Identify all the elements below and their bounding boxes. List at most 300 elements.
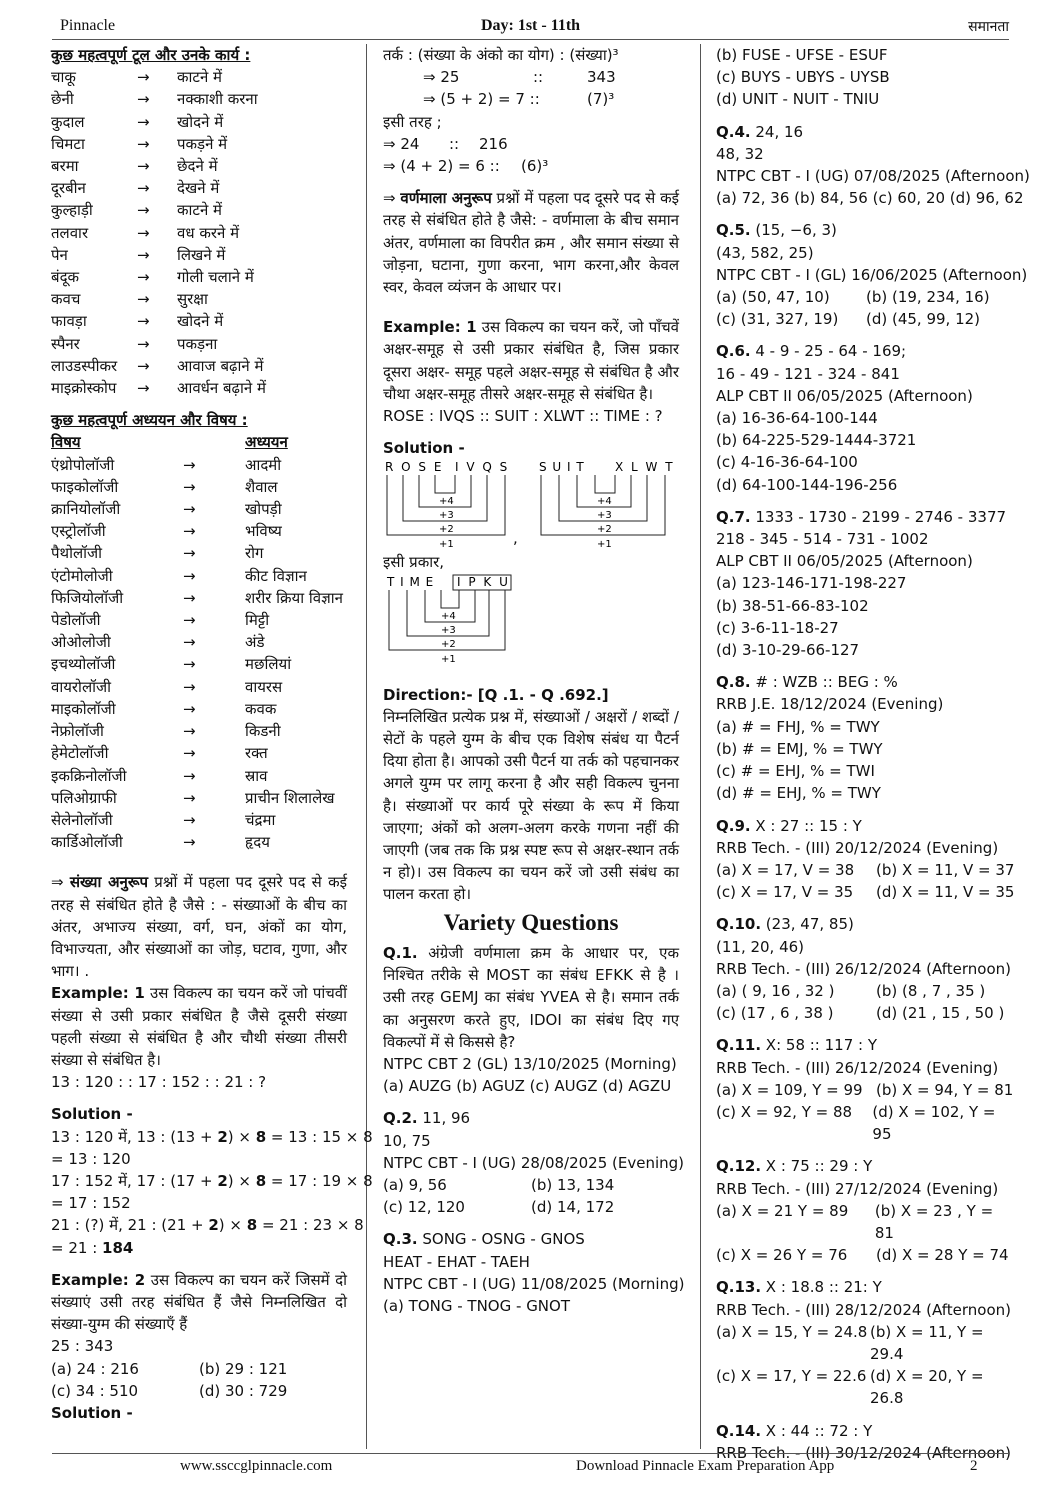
arrow: → <box>183 833 196 852</box>
question-label: Q.10. <box>716 915 762 934</box>
question-option: (d) # = EHJ, % = TWY <box>716 784 881 803</box>
question-stem: Q.7. 1333 - 1730 - 2199 - 2746 - 3377 <box>716 507 1007 526</box>
question-stem-2: 16 - 49 - 121 - 324 - 841 <box>716 364 900 383</box>
question-label: Q.8. <box>716 673 751 692</box>
study-topic: आदमी <box>245 455 282 474</box>
solution-line: = 13 : 120 <box>51 1149 131 1168</box>
question-q5 <box>716 209 1028 330</box>
question-stem: Q.5. (15, −6, 3) <box>716 221 837 240</box>
question-option: (c) BUYS - UBYS - UYSB <box>716 68 890 87</box>
question-options: (a) X = 17, V = 38 (b) X = 11, V = 37 <box>716 860 1015 879</box>
study-topic: शरीर क्रिया विज्ञान <box>245 588 343 607</box>
example-label: Example: 1 <box>51 984 145 1003</box>
question-stem: Q.12. X : 75 :: 29 : Y <box>716 1157 873 1176</box>
question-source: RRB Tech. - (III) 20/12/2024 (Evening) <box>716 838 999 857</box>
brand-name: Pinnacle <box>60 17 116 34</box>
study-topic: रोग <box>245 544 264 563</box>
example-2: Example: 2 उस विकल्प का चयन करें जिसमें दो संख्याएं उसी तरह संबंधित हैं जैसे निम्नलिखित दो संख्या-युग्म की संख्याएँ हैं <box>51 1270 347 1334</box>
tool-name: चाकू <box>51 68 76 87</box>
tool-use: छेदने में <box>177 157 218 176</box>
calc-line: ⇒ 25 :: 343 <box>423 68 616 87</box>
letter-shift-diagram-1 <box>383 459 513 551</box>
page-header <box>52 14 1009 40</box>
logic-line: तर्क : (संख्या के अंको का योग) : (संख्या)³ <box>383 46 619 64</box>
example-1-question: 13 : 120 : : 17 : 152 : : 21 : ? <box>51 1073 267 1092</box>
study-row <box>51 587 347 609</box>
studies-title: कुछ महत्वपूर्ण अध्ययन और विषय : <box>51 411 248 430</box>
solution-line: = 21 : 184 <box>51 1238 134 1257</box>
diagram-label: +3 <box>439 510 454 522</box>
question-1: Q.1. अंग्रेजी वर्णमाला क्रम के आधार पर, एक निश्चित तरीके से MOST का संबंध EFKK से है । उसी तरह GEMJ का संबंध YVEA से है। समान तर्क का अनुसरण करते हुए, IDOI का संबंध दिए गए विकल्पों में से किससे है? <box>383 943 679 1051</box>
question-options: (a) ( 9, 16 , 32 ) (b) (8 , 7 , 35 ) <box>716 981 986 1000</box>
tool-name: तलवार <box>51 223 89 242</box>
tool-row <box>51 310 347 332</box>
study-topic: मछलियां <box>245 655 292 674</box>
arrow: → <box>183 810 196 829</box>
studies-list <box>51 454 347 854</box>
arrow: → <box>183 455 196 474</box>
diagram-label: +4 <box>441 610 456 622</box>
studies-header-study: अध्ययन <box>245 433 288 452</box>
question-options: (a) AUZG (b) AGUZ (c) AUGZ (d) AGZU <box>383 1077 672 1096</box>
example-label: Example: 2 <box>51 1270 146 1289</box>
question-label: Q.6. <box>716 342 751 361</box>
study-subject: इकक्रिनोलॉजी <box>51 766 127 785</box>
study-row <box>51 809 347 831</box>
question-option: (b) 38-51-66-83-102 <box>716 596 869 615</box>
column-divider <box>366 44 367 1449</box>
question-stem: Q.10. (23, 47, 85) <box>716 915 854 934</box>
question-options: (a) X = 15, Y = 24.8 (b) X = 11, Y = 29.4 <box>716 1322 984 1363</box>
question-source: RRB Tech. - (III) 26/12/2024 (Afternoon) <box>716 959 1012 978</box>
study-row <box>51 698 347 720</box>
arrow: → <box>183 655 196 674</box>
tool-use: नक्काशी करना <box>177 90 258 109</box>
example-2-options: (c) 34 : 510 (d) 30 : 729 <box>51 1381 288 1400</box>
study-subject: पलिओग्राफी <box>51 788 117 807</box>
question-label: Q.4. <box>716 122 751 141</box>
question-options: (c) X = 92, Y = 88 (d) X = 102, Y = 95 <box>716 1102 996 1144</box>
letter-shift-diagram-2 <box>535 459 675 551</box>
tool-use: आवर्धन बढ़ाने में <box>177 379 266 398</box>
question-options: (c) X = 17, V = 35 (d) X = 11, V = 35 <box>716 883 1015 902</box>
question-stem: Q.11. X: 58 :: 117 : Y <box>716 1036 878 1055</box>
question-q8 <box>716 661 1016 804</box>
solution-line: 13 : 120 में, 13 : (13 + 2) × 8 = 13 : 15 × 8 <box>51 1127 373 1146</box>
tool-row <box>51 133 347 155</box>
solution-line: 17 : 152 में, 17 : (17 + 2) × 8 = 17 : 19 × 8 <box>51 1171 373 1190</box>
question-source: NTPC CBT - I (UG) 11/08/2025 (Morning) <box>383 1274 685 1293</box>
question-label: Q.2. <box>383 1109 418 1128</box>
study-topic: वायरस <box>245 677 283 696</box>
study-row <box>51 476 347 498</box>
arrow: → <box>183 522 196 541</box>
arrow: → <box>183 744 196 763</box>
tool-name: कवच <box>51 290 81 309</box>
tool-name: माइक्रोस्कोप <box>51 379 117 398</box>
question-q6 <box>716 330 1016 495</box>
question-source: NTPC CBT 2 (GL) 13/10/2025 (Morning) <box>383 1054 677 1073</box>
question-source: RRB J.E. 18/12/2024 (Evening) <box>716 695 944 714</box>
tool-use: पकड़ना <box>177 334 218 353</box>
question-label: Q.3. <box>383 1230 418 1249</box>
arrow: → <box>137 290 150 309</box>
question-option: (b) # = EMJ, % = TWY <box>716 739 883 758</box>
question-options: (a) 72, 36 (b) 84, 56 (c) 60, 20 (d) 96, 62 <box>716 189 1024 208</box>
tool-row <box>51 88 347 110</box>
tool-name: बंदूक <box>51 268 80 287</box>
study-row <box>51 765 347 787</box>
question-options: (c) X = 26 Y = 76 (d) X = 28 Y = 74 <box>716 1246 1009 1265</box>
diagram-word-1: T I M E <box>387 574 435 589</box>
tool-name: दूरबीन <box>51 179 86 198</box>
diagram-label: +3 <box>597 510 612 522</box>
question-options: (a) X = 21 Y = 89 (b) X = 23 , Y = 81 <box>716 1201 994 1242</box>
tool-row <box>51 266 347 288</box>
arrow: → <box>183 611 196 630</box>
example-question: ROSE : IVQS :: SUIT : XLWT :: TIME : ? <box>383 407 663 426</box>
calc-line: ⇒ (5 + 2) = 7 :: (7)³ <box>423 90 615 109</box>
study-subject: सेलेनोलॉजी <box>51 810 113 829</box>
question-source: RRB Tech. - (III) 30/12/2024 (Afternoon) <box>716 1443 1012 1462</box>
arrow: → <box>137 334 150 353</box>
study-subject: फाइकोलॉजी <box>51 477 119 496</box>
question-stem: Q.13. X : 18.8 :: 21: Y <box>716 1278 882 1297</box>
question-options: (a) X = 109, Y = 99 (b) X = 94, Y = 81 <box>716 1080 1014 1099</box>
solution-line: = 17 : 152 <box>51 1194 131 1213</box>
question-q7 <box>716 496 1016 661</box>
study-row <box>51 831 347 853</box>
study-topic: स्राव <box>245 766 268 785</box>
question-stem: Q.4. 24, 16 <box>716 122 804 141</box>
comma: , <box>513 529 518 548</box>
alphabet-analogy-term: वर्णमाला अनुरूप <box>400 189 492 208</box>
study-row <box>51 498 347 520</box>
direction-label: Direction:- [Q .1. - Q .692.] <box>383 685 609 704</box>
study-row <box>51 609 347 631</box>
example-2-options: (a) 24 : 216 (b) 29 : 121 <box>51 1359 288 1378</box>
tool-use: देखने में <box>177 179 220 198</box>
diagram-label: +1 <box>597 539 612 551</box>
question-label: Q.13. <box>716 1278 762 1297</box>
study-row <box>51 742 347 764</box>
arrow: → <box>137 201 150 220</box>
arrow: → <box>183 477 196 496</box>
bracket-line <box>435 475 455 493</box>
study-row <box>51 676 347 698</box>
tool-use: लिखने में <box>177 245 226 264</box>
tool-row <box>51 244 347 266</box>
question-source: RRB Tech. - (III) 28/12/2024 (Afternoon) <box>716 1300 1012 1319</box>
tool-row <box>51 111 347 133</box>
question-stem: Q.14. X : 44 :: 72 : Y <box>716 1421 873 1440</box>
tool-use: खोदने में <box>177 112 224 131</box>
diagram-word-2: I V Q S <box>455 460 510 475</box>
column-middle: तर्क : (संख्या के अंको का योग) : (संख्या)³ ⇒ 25 :: 343 ⇒ (5 + 2) = 7 :: (7)³ इसी तरह ; ⇒ 24 :: 216 ⇒ (4 + 2) = 6 :: (6)³ ⇒ वर्णमाला अनुरूप प्रश्नों में पहला पद दूसरे पद से कई तरह से संबंधित होते है जैसे: - वर्णमाला के बीच समान अंतर, वर्णमाला का विपरीत क्रम , और समान संख्या से जोड़ना, घटाना, गुणा करना, भाग करना,और केवल स्वर, केवल व्यंजन के आधार पर। Example: 1 उस विकल्प का चयन करें, जो पाँचवें अक्षर-समूह से उसी प्रकार संबंधित है, जिस प्रकार दूसरा अक्षर- समूह पहले अक्षर-समूह से संबंधित है और चौथा अक्षर-समूह तीसरे अक्षर-समूह से संबंधित है। ROSE : IVQS :: SUIT : XLWT :: TIME : ? Solution - R O S E I V Q S +4 +3 +2 +1 , S U I T X L W T +4 +3 +2 +1 इसी प्रकार, T I M E I P K U +4 +3 +2 +1 Direction:- [Q .1. - Q .692.] निम्नलिखित प्रत्येक प्रश्न में, संख्याओं / अक्षरों / शब्दों / सेटों के पहले युग्म के बीच एक विशेष संबंध या पैटर्न दिया होता है। आपको उसी पैटर्न या तर्क को पहचानकर अगले युग्म पर लागू करना है और सही विकल्प चुनना है। संख्याओं पर कार्य पूरे संख्या के रूप में किया जाएगा; अंकों को अलग-अलग करके गणना नहीं की जाएगी (जब तक कि प्रश्न स्पष्ट रूप से अक्षर-स्थान तर्क न हो)। उस विकल्प का चयन करें जो उसी संबंध का पालन करता हो। Variety Questions Q.1. अंग्रेजी वर्णमाला क्रम के आधार पर, एक निश्चित तरीके से MOST का संबंध EFKK से है । उसी तरह GEMJ का संबंध YVEA से है। समान तर्क का अनुसरण करते हुए, IDOI का संबंध दिए गए विकल्पों में से किससे है? NTPC CBT 2 (GL) 13/10/2025 (Morning) (a) AUZG (b) AGUZ (c) AUGZ (d) AGZU Q.2. 11, 96 10, 75 NTPC CBT - I (UG) 28/08/2025 (Evening) (a) 9, 56 (b) 13, 134 (c) 12, 120 (d) 14, 172 Q.3. SONG - OSNG - GNOS HEAT - EHAT - TAEH NTPC CBT - I (UG) 11/08/2025 (Morning) (a) TONG - TNOG - GNOT <box>383 44 679 1317</box>
arrow: → <box>183 566 196 585</box>
tool-use: गोली चलाने में <box>177 268 254 287</box>
diagram-word-2: I P K U <box>457 574 510 589</box>
study-subject: क्रानियोलॉजी <box>51 500 121 519</box>
study-row <box>51 542 347 564</box>
diagram-label: +1 <box>441 653 456 665</box>
arrow: → <box>137 356 150 375</box>
tool-row <box>51 222 347 244</box>
arrow: → <box>137 157 150 176</box>
arrow: → <box>137 112 150 131</box>
question-2: Q.2. 11, 96 <box>383 1109 471 1128</box>
diagram-word-2: X L W T <box>615 460 675 475</box>
question-options: (c) (31, 327, 19) (d) (45, 99, 12) <box>716 310 981 329</box>
arrow: → <box>183 788 196 807</box>
arrow: → <box>137 179 150 198</box>
diagram-label: +4 <box>439 496 454 508</box>
question-stem-2: 218 - 345 - 514 - 731 - 1002 <box>716 530 929 549</box>
column-left <box>51 44 373 1424</box>
question-option: (b) FUSE - UFSE - ESUF <box>716 46 888 64</box>
arrow: → <box>137 268 150 287</box>
tool-name: स्पैनर <box>51 334 80 353</box>
tool-name: चिमटा <box>51 134 85 153</box>
arrow: → <box>137 68 150 87</box>
question-options: (c) (17 , 6 , 38 ) (d) (21 , 15 , 50 ) <box>716 1004 1005 1023</box>
isi-prakar: इसी प्रकार, <box>383 553 445 572</box>
arrow: → <box>137 134 150 153</box>
question-q9 <box>716 805 1016 904</box>
tool-row <box>51 177 347 199</box>
column-divider <box>700 44 701 1449</box>
tool-name: लाउडस्पीकर <box>51 356 118 375</box>
arrow: → <box>183 699 196 718</box>
number-analogy-term: संख्या अनुरूप <box>69 873 149 892</box>
arrow: → <box>183 588 196 607</box>
study-subject: एंथ्रोपोलॉजी <box>51 455 115 474</box>
example-2-question: 25 : 343 <box>51 1337 114 1356</box>
question-source: NTPC CBT - I (UG) 07/08/2025 (Afternoon) <box>716 167 1030 186</box>
tool-use: पकड़ने में <box>177 134 228 153</box>
tool-row <box>51 155 347 177</box>
question-source: RRB Tech. - (III) 27/12/2024 (Evening) <box>716 1179 999 1198</box>
page-number: 2 <box>970 1458 978 1474</box>
tool-name: कुदाल <box>51 112 85 131</box>
question-source: ALP CBT II 06/05/2025 (Afternoon) <box>716 552 973 571</box>
question-q4 <box>716 111 1030 210</box>
question-stem-2: (43, 582, 25) <box>716 243 814 262</box>
diagram-word-1: R O S E <box>385 460 444 475</box>
studies-header-subject: विषय <box>51 433 81 452</box>
tools-list <box>51 66 347 399</box>
study-subject: ओओलोजी <box>51 633 111 652</box>
study-row <box>51 565 347 587</box>
tool-use: आवाज बढ़ाने में <box>177 356 264 375</box>
solution-label: Solution - <box>383 439 465 458</box>
study-topic: खोपड़ी <box>245 500 282 519</box>
question-source: RRB Tech. - (III) 26/12/2024 (Evening) <box>716 1058 999 1077</box>
diagram-label: +2 <box>597 524 612 536</box>
tool-use: वध करने में <box>177 223 240 242</box>
arrow: → <box>183 544 196 563</box>
bracket-line <box>441 590 459 608</box>
tool-row <box>51 288 347 310</box>
tool-row <box>51 333 347 355</box>
study-row <box>51 631 347 653</box>
question-q11 <box>716 1024 1016 1145</box>
question-option: (a) # = FHJ, % = TWY <box>716 717 880 736</box>
study-row <box>51 520 347 542</box>
question-option: (a) 123-146-171-198-227 <box>716 574 907 593</box>
chapter-title: समानता <box>968 19 1009 35</box>
section-title: Variety Questions <box>443 909 619 935</box>
question-options: (a) (50, 47, 10) (b) (19, 234, 16) <box>716 288 990 307</box>
study-topic: कवक <box>245 699 277 718</box>
solution-label: Solution - <box>51 1403 133 1422</box>
tool-row <box>51 66 347 88</box>
study-topic: शैवाल <box>245 477 278 496</box>
study-topic: किडनी <box>245 722 281 741</box>
tool-row <box>51 377 347 399</box>
question-label: Q.12. <box>716 1157 762 1176</box>
question-label: Q.11. <box>716 1036 762 1055</box>
diagram-word-1: S U I T <box>539 460 585 475</box>
question-label: Q.7. <box>716 507 751 526</box>
diagram-label: +3 <box>441 624 456 636</box>
study-topic: चंद्रमा <box>245 810 276 829</box>
arrow: → <box>183 633 196 652</box>
bracket-line <box>595 475 615 493</box>
arrow: → <box>183 722 196 741</box>
study-subject: वायरोलॉजी <box>51 677 112 696</box>
study-subject: फिजियोलॉजी <box>51 588 124 607</box>
number-analogy-para: ⇒ संख्या अनुरूप प्रश्नों में पहला पद दूसरे पद से कई तरह से संबंधित होते है जैसे : - संख्याओं के बीच का अंतर, अभाज्य संख्या, वर्ग, घन, अंकों का योग, विभाज्यता, और संख्याओं का जोड़, घटाव, गुणा, और भाग। . <box>51 873 347 981</box>
question-q10 <box>716 903 1016 1024</box>
question-option: (d) 3-10-29-66-127 <box>716 641 860 660</box>
question-label: Q.9. <box>716 816 751 835</box>
solution-line: 21 : (?) में, 21 : (21 + 2) × 8 = 21 : 23 × 8 <box>51 1216 364 1235</box>
arrow: → <box>137 90 150 109</box>
tool-use: खोदने में <box>177 312 224 331</box>
letter-shift-diagram-3 <box>383 574 523 666</box>
question-options: (c) 12, 120 (d) 14, 172 <box>383 1198 615 1217</box>
direction-text: निम्नलिखित प्रत्येक प्रश्न में, संख्याओं / अक्षरों / शब्दों / सेटों के पहले युग्म के बीच एक विशेष संबंध या पैटर्न दिया होता है। आपको उसी पैटर्न या तर्क को पहचानकर अगले युग्म पर लागू करना है और सही विकल्प चुनना है। संख्याओं पर कार्य पूरे संख्या के रूप में किया जाएगा; अंकों को अलग-अलग करके गणना नहीं की जाएगी (जब तक कि प्रश्न स्पष्ट रूप से अक्षर-स्थान तर्क न हो)। उस विकल्प का चयन करें जो उसी संबंध का पालन करता हो। <box>383 707 679 904</box>
tool-row <box>51 199 347 221</box>
question-option: (a) TONG - TNOG - GNOT <box>383 1296 571 1315</box>
question-label: Q.14. <box>716 1421 762 1440</box>
alphabet-analogy-para: ⇒ वर्णमाला अनुरूप प्रश्नों में पहला पद दूसरे पद से कई तरह से संबंधित होते है जैसे: - वर्णमाला के बीच समान अंतर, वर्णमाला का विपरीत क्रम , और समान संख्या से जोड़ना, घटाना, गुणा करना, भाग करना,और केवल स्वर, केवल व्यंजन के आधार पर। <box>383 189 679 297</box>
question-stem: Q.9. X : 27 :: 15 : Y <box>716 816 862 835</box>
studies-header <box>51 431 347 453</box>
study-row <box>51 787 347 809</box>
question-list <box>716 111 1030 1464</box>
study-row <box>51 454 347 476</box>
study-topic: हृदय <box>245 833 270 852</box>
page-footer <box>52 1453 1009 1479</box>
study-subject: एंटोमोलोजी <box>51 566 113 585</box>
study-topic: कीट विज्ञान <box>245 566 307 585</box>
tool-name: पेन <box>51 245 68 264</box>
study-subject: हेमेटोलॉजी <box>51 744 109 763</box>
question-option: (c) # = EHJ, % = TWI <box>716 762 875 781</box>
tool-row <box>51 355 347 377</box>
question-source: NTPC CBT - I (UG) 28/08/2025 (Evening) <box>383 1153 685 1172</box>
question-options: (a) 9, 56 (b) 13, 134 <box>383 1175 615 1194</box>
column-right <box>716 44 1030 1464</box>
day-range: Day: 1st - 11th <box>480 17 581 34</box>
tool-use: सुरक्षा <box>177 290 208 309</box>
question-label: Q.1. <box>383 943 418 962</box>
study-subject: कार्डिओलॉजी <box>51 833 123 852</box>
question-source: ALP CBT II 06/05/2025 (Afternoon) <box>716 386 973 405</box>
question-stem-2: (11, 20, 46) <box>716 937 805 956</box>
tool-name: बरमा <box>51 157 79 176</box>
website-url: www.ssccglpinnacle.com <box>180 1458 333 1474</box>
study-row <box>51 720 347 742</box>
question-q13 <box>716 1266 1016 1409</box>
tool-name: छेनी <box>51 90 74 109</box>
arrow: → <box>137 223 150 242</box>
question-option: (c) 3-6-11-18-27 <box>716 618 839 637</box>
question-q12 <box>716 1145 1016 1266</box>
study-subject: एस्ट्रोलॉजी <box>51 522 106 541</box>
question-option: (a) 16-36-64-100-144 <box>716 409 878 428</box>
tool-name: कुल्हाड़ी <box>51 201 93 220</box>
arrow: → <box>137 312 150 331</box>
example-1-alpha: Example: 1 उस विकल्प का चयन करें, जो पाँचवें अक्षर-समूह से उसी प्रकार संबंधित है, जिस प्रकार दूसरा अक्षर- समूह पहले अक्षर-समूह से संबंधित है और चौथा अक्षर-समूह तीसरे अक्षर-समूह से संबंधित है। <box>383 318 679 403</box>
study-topic: प्राचीन शिलालेख <box>245 788 335 807</box>
question-source: NTPC CBT - I (GL) 16/06/2025 (Afternoon) <box>716 265 1028 284</box>
question-stem-2: 48, 32 <box>716 144 764 163</box>
calc-line: ⇒ (4 + 2) = 6 :: (6)³ <box>383 157 549 176</box>
solution-label: Solution - <box>51 1105 133 1124</box>
study-subject: माइकोलॉजी <box>51 699 116 718</box>
arrow: → <box>183 500 196 519</box>
example-1: Example: 1 उस विकल्प का चयन करें जो पांचवीं संख्या से उसी प्रकार संबंधित है जैसे दूसरी संख्या पहली संख्या से संबंधित है और चौथी संख्या तीसरी संख्या से संबंधित है। <box>51 984 347 1069</box>
arrow: → <box>183 677 196 696</box>
question-options: (c) X = 17, Y = 22.6 (d) X = 20, Y = 26.8 <box>716 1367 984 1408</box>
question-option: (c) 4-16-36-64-100 <box>716 453 858 472</box>
question-option: (b) 64-225-529-1444-3721 <box>716 431 917 450</box>
question-option: (d) 64-100-144-196-256 <box>716 475 898 494</box>
question-stem: Q.8. # : WZB :: BEG : % <box>716 673 898 692</box>
solution-lines <box>51 1126 373 1259</box>
arrow: → <box>137 245 150 264</box>
question-3: Q.3. SONG - OSNG - GNOS <box>383 1230 585 1249</box>
diagram-label: +2 <box>439 524 454 536</box>
question-label: Q.5. <box>716 221 751 240</box>
diagram-label: +2 <box>441 638 456 650</box>
tool-use: काटने में <box>177 68 223 87</box>
isi-line: इसी तरह ; <box>383 112 442 131</box>
tools-title: कुछ महत्वपूर्ण टूल और उनके कार्य : <box>51 46 251 64</box>
calc-line: ⇒ 24 :: 216 <box>383 134 508 153</box>
study-subject: पैथोलॉजी <box>51 544 103 563</box>
example-label: Example: 1 <box>383 318 477 337</box>
app-promo: Download Pinnacle Exam Preparation App <box>576 1458 835 1474</box>
study-subject: पेडोलॉजी <box>51 611 101 630</box>
study-topic: मिट्टी <box>245 611 270 630</box>
study-topic: भविष्य <box>245 522 282 541</box>
study-topic: अंडे <box>245 633 265 652</box>
study-row <box>51 653 347 675</box>
study-subject: नेफ्रोलॉजी <box>51 722 104 741</box>
question-option: (d) UNIT - NUIT - TNIU <box>716 90 880 109</box>
arrow: → <box>137 379 150 398</box>
diagram-label: +4 <box>597 496 612 508</box>
tool-name: फावड़ा <box>51 312 87 331</box>
diagram-row <box>383 459 679 551</box>
question-stem: Q.6. 4 - 9 - 25 - 64 - 169; <box>716 342 907 361</box>
diagram-label: +1 <box>439 539 454 551</box>
study-subject: इचथ्योलॉजी <box>51 655 116 674</box>
